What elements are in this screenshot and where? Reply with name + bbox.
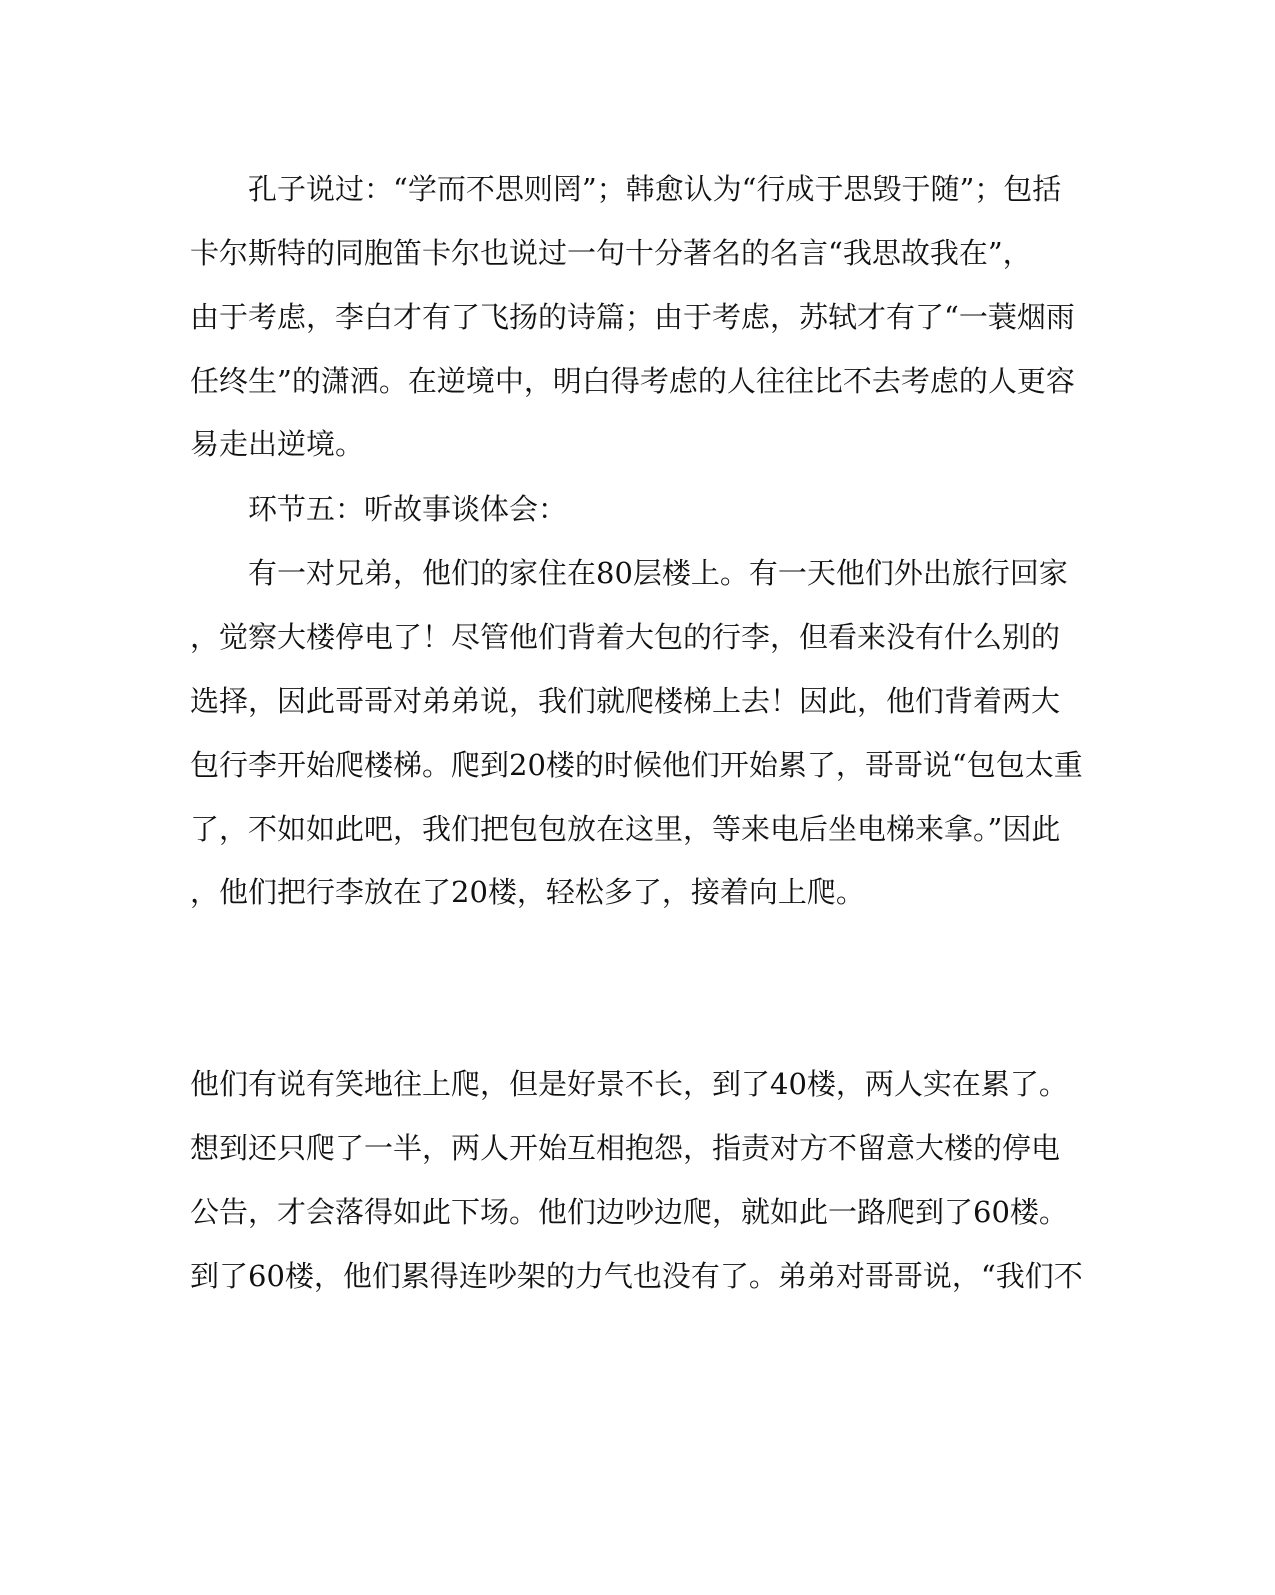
section-heading: 环节五：听故事谈体会： bbox=[248, 492, 568, 526]
paragraph-line: 易走出逆境。 bbox=[190, 427, 365, 461]
paragraph-line: 卡尔斯特的同胞笛卡尔也说过一句十分著名的名言“我思故我在”， bbox=[190, 236, 1032, 270]
paragraph-line: ，他们把行李放在了20楼，轻松多了，接着向上爬。 bbox=[190, 875, 865, 909]
paragraph-line: 由于考虑，李白才有了飞扬的诗篇；由于考虑，苏轼才有了“一蓑烟雨 bbox=[190, 300, 1075, 334]
paragraph-line: 公告，才会落得如此下场。他们边吵边爬，就如此一路爬到了60楼。 bbox=[190, 1195, 1068, 1229]
paragraph-line: 到了60楼，他们累得连吵架的力气也没有了。弟弟对哥哥说，“我们不 bbox=[190, 1259, 1083, 1293]
paragraph-line: 想到还只爬了一半，两人开始互相抱怨，指责对方不留意大楼的停电 bbox=[190, 1131, 1061, 1165]
paragraph-line: 选择，因此哥哥对弟弟说，我们就爬楼梯上去！因此，他们背着两大 bbox=[190, 684, 1061, 718]
paragraph-line: ，觉察大楼停电了！尽管他们背着大包的行李，但看来没有什么别的 bbox=[190, 620, 1061, 654]
paragraph-line: 任终生”的潇洒。在逆境中，明白得考虑的人往往比不去考虑的人更容 bbox=[190, 364, 1075, 398]
paragraph-line: 孔子说过：“学而不思则罔”；韩愈认为“行成于思毁于随”；包括 bbox=[248, 172, 1062, 206]
paragraph-line: 了，不如如此吧，我们把包包放在这里，等来电后坐电梯来拿。”因此 bbox=[190, 812, 1061, 846]
paragraph-line: 有一对兄弟，他们的家住在80层楼上。有一天他们外出旅行回家 bbox=[248, 556, 1068, 590]
paragraph-line: 包行李开始爬楼梯。爬到20楼的时候他们开始累了，哥哥说“包包太重 bbox=[190, 748, 1083, 782]
paragraph-line: 他们有说有笑地往上爬，但是好景不长，到了40楼，两人实在累了。 bbox=[190, 1067, 1068, 1101]
